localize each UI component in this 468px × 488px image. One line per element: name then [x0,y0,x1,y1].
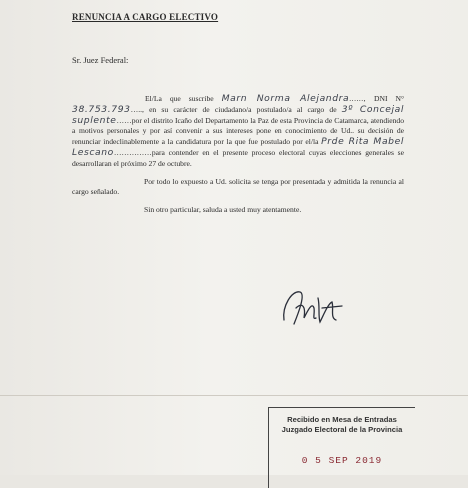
paragraph-1 [72,94,404,170]
document-title: RENUNCIA A CARGO ELECTIVO [72,12,219,22]
paragraph-2 [72,177,404,199]
stamp-line-1: Recibido en Mesa de Entradas [287,415,397,424]
reception-stamp [268,407,415,488]
paragraph-3-text: Sin otro particular, saluda a usted muy atentamente. [144,205,302,215]
paper-fold [0,395,468,396]
letter-body [72,94,404,216]
handwritten-name: Marn Norma Alejandra [221,93,350,104]
paragraph-3 [72,205,404,216]
stamp-date: 0 5 SEP 2019 [301,455,383,466]
text-segment: DNI N° [374,94,404,103]
handwritten-dni: 38.753.793 [72,103,131,115]
greeting: Sr. Juez Federal: [72,55,129,65]
handwritten-cargo: 3º Concejal suplente [72,103,404,126]
text-segment: ……por el distrito Icaño del Departamento la Paz de esta Provincia de Catamarca, atendiendo a motivos personales y por así convenir a sus intereses pone en conocimiento de Ud.. su decisión de renunciar indeclinablemente a la candidatura por la que fue postulado por el/la [72,115,404,147]
handwritten-partido: Prde Rita Mabel Lescano [72,136,405,158]
text-segment: ….., en su carácter de ciudadano/a postulado/a al cargo de [130,104,342,114]
stamp-line-2: Juzgado Electoral de la Provincia [281,425,403,434]
text-segment: ……………para contender en el presente proceso electoral cuyas elecciones generales se desarrollaran el próximo 27 de octubre. [72,147,404,168]
paragraph-2-text: Por todo lo expuesto a Ud. solicita se tenga por presentada y admitida la renuncia al cargo señalado. [72,176,404,197]
text-segment: ......, [349,94,367,103]
signature [278,284,348,328]
text-segment: El/La que suscribe [145,94,222,103]
